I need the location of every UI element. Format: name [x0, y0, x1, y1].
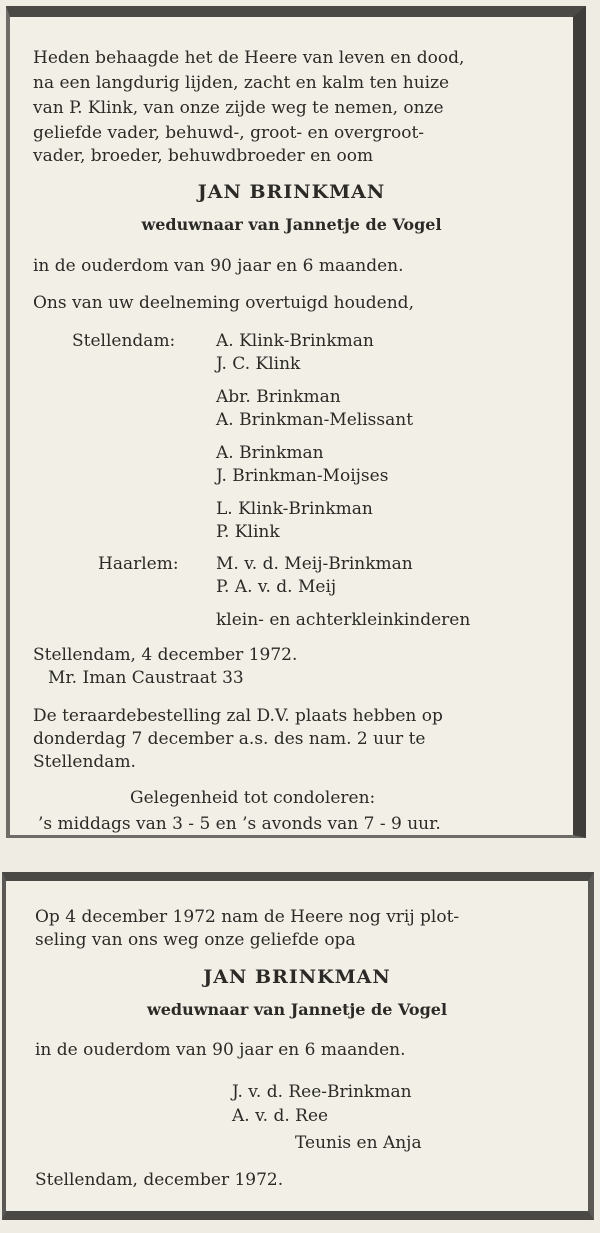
notice-date: Stellendam, 4 december 1972. [33, 645, 298, 665]
family-member: klein- en achterkleinkinderen [216, 610, 471, 630]
age-line: in de ouderdom van 90 jaar en 6 maanden. [35, 1040, 406, 1060]
intro-line: seling van ons weg onze geliefde opa [35, 930, 356, 950]
intro-line: geliefde vader, behuwd-, groot- en overgroot- [33, 123, 425, 143]
funeral-line: De teraardebestelling zal D.V. plaats hebben op [33, 706, 443, 726]
notice-address: Mr. Iman Caustraat 33 [48, 668, 244, 688]
intro-line: vader, broeder, behuwdbroeder en oom [33, 146, 374, 166]
notice-date: Stellendam, december 1972. [35, 1170, 284, 1190]
family-member: A. v. d. Ree [232, 1106, 329, 1126]
place-haarlem: Haarlem: [98, 554, 179, 574]
widower-of: weduwnaar van Jannetje de Vogel [141, 215, 442, 234]
family-member: J. C. Klink [216, 354, 301, 374]
condolence-title: Gelegenheid tot condoleren: [130, 788, 376, 808]
family-member: A. Klink-Brinkman [216, 331, 374, 351]
age-line: in de ouderdom van 90 jaar en 6 maanden. [33, 256, 404, 276]
family-member: J. v. d. Ree-Brinkman [232, 1082, 412, 1102]
death-notice-grandchildren [2, 872, 594, 1220]
intro-line: Op 4 december 1972 nam de Heere nog vrij plot- [35, 907, 460, 927]
widower-of: weduwnaar van Jannetje de Vogel [146, 1000, 448, 1019]
sympathy-line: Ons van uw deelneming overtuigd houdend, [33, 293, 414, 313]
place-stellendam: Stellendam: [72, 331, 176, 351]
death-notice-family [6, 6, 586, 838]
deceased-name: JAN BRINKMAN [203, 966, 391, 988]
family-member: P. Klink [216, 522, 280, 542]
family-member: A. Brinkman-Melissant [216, 410, 414, 430]
family-member: Abr. Brinkman [216, 387, 341, 407]
deceased-name: JAN BRINKMAN [197, 181, 386, 203]
family-member: L. Klink-Brinkman [216, 499, 373, 519]
family-member: A. Brinkman [216, 443, 324, 463]
family-member: P. A. v. d. Meij [216, 577, 337, 597]
condolence-times: ’s middags van 3 - 5 en ’s avonds van 7 - 9 uur. [38, 814, 441, 834]
page-gap [0, 838, 600, 872]
intro-line: na een langdurig lijden, zacht en kalm ten huize [33, 73, 450, 93]
family-member: Teunis en Anja [295, 1133, 422, 1153]
family-member: M. v. d. Meij-Brinkman [216, 554, 413, 574]
intro-line: van P. Klink, van onze zijde weg te nemen, onze [33, 98, 444, 118]
funeral-line: donderdag 7 december a.s. des nam. 2 uur te [33, 729, 426, 749]
family-member: J. Brinkman-Moijses [216, 466, 389, 486]
funeral-line: Stellendam. [33, 752, 136, 772]
intro-line: Heden behaagde het de Heere van leven en dood, [33, 48, 465, 68]
